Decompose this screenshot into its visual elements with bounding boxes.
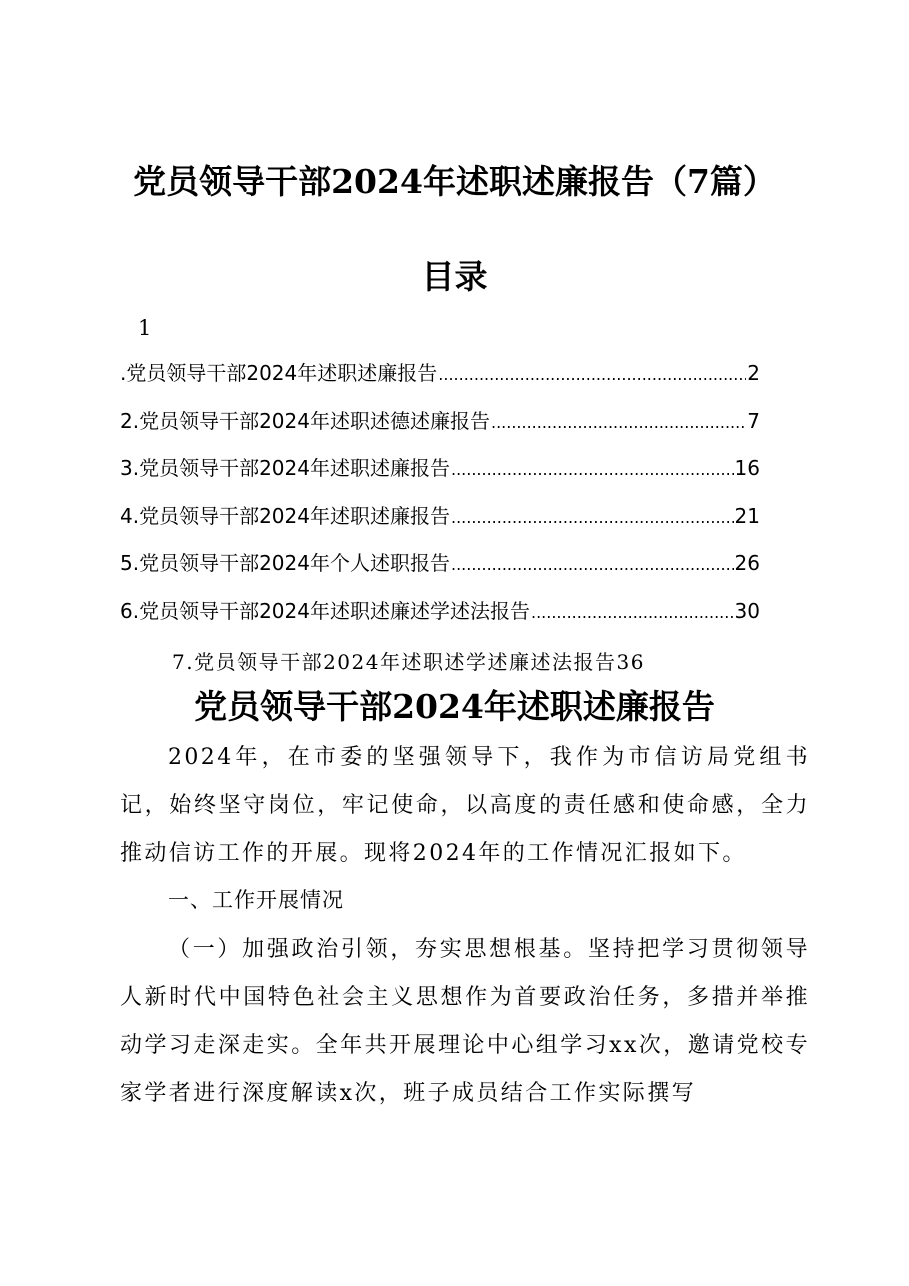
section-heading: 一、工作开展情况: [168, 888, 344, 912]
intro-paragraph-text: 2024年，在市委的坚强领导下，我作为市信访局党组书记，始终坚守岗位，牢记使命，以高度的责任感和使命感，全力推动信访工作的开展。现将2024年的工作情况汇报如下。: [120, 745, 810, 866]
toc-leader-dots: [451, 453, 734, 487]
toc-entry[interactable]: [120, 404, 760, 452]
toc-entry-last[interactable]: 7.党员领导干部2024年述职述学述廉述法报告36: [172, 650, 645, 674]
toc-entry[interactable]: [120, 451, 760, 499]
article-title: 党员领导干部2024年述职述廉报告: [194, 687, 715, 726]
toc-leader-dots: [451, 501, 734, 535]
toc-entry-label: 5.党员领导干部2024年个人述职报告: [120, 551, 450, 575]
toc-leader-dots: [451, 548, 734, 582]
toc-entry[interactable]: [120, 356, 760, 404]
section-paragraph-text: （一）加强政治引领，夯实思想根基。坚持把学习贯彻领导人新时代中国特色社会主义思想作为首要政治任务，多措并举推动学习走深走实。全年共开展理论中心组学习xx次，邀请党校专家学者进行深度解读x次，班子成员结合工作实际撰写: [120, 937, 810, 1106]
toc-leader-dots: [531, 596, 734, 630]
toc-leader-dots: [491, 406, 746, 440]
section-paragraph: [120, 926, 810, 1118]
toc-heading: 目录: [421, 257, 488, 296]
toc-entry-page: 2: [747, 361, 760, 385]
toc-entry-page: 21: [734, 503, 760, 528]
toc-leader-dots: [438, 358, 746, 392]
toc-entry-label: .党员领导干部2024年述职述廉报告: [120, 361, 438, 385]
toc-stray-number: 1: [138, 316, 152, 340]
document-title: 党员领导干部2024年述职述廉报告（7篇）: [133, 162, 776, 201]
toc-entry-label: 6.党员领导干部2024年述职述廉述学述法报告: [120, 598, 530, 623]
toc-entry-page: 16: [734, 456, 760, 480]
toc-entry-label: 2.党员领导干部2024年述职述德述廉报告: [120, 408, 490, 433]
toc-entry[interactable]: [120, 546, 760, 594]
toc-entry-label: 3.党员领导干部2024年述职述廉报告: [120, 456, 450, 480]
toc-entry-page: 7: [747, 408, 760, 433]
table-of-contents: [120, 356, 760, 641]
toc-entry-page: 30: [734, 598, 760, 623]
toc-entry-page: 26: [734, 551, 760, 575]
intro-paragraph: [120, 734, 810, 878]
toc-entry[interactable]: [120, 594, 760, 642]
toc-entry-label: 4.党员领导干部2024年述职述廉报告: [120, 503, 450, 528]
toc-entry[interactable]: [120, 499, 760, 547]
